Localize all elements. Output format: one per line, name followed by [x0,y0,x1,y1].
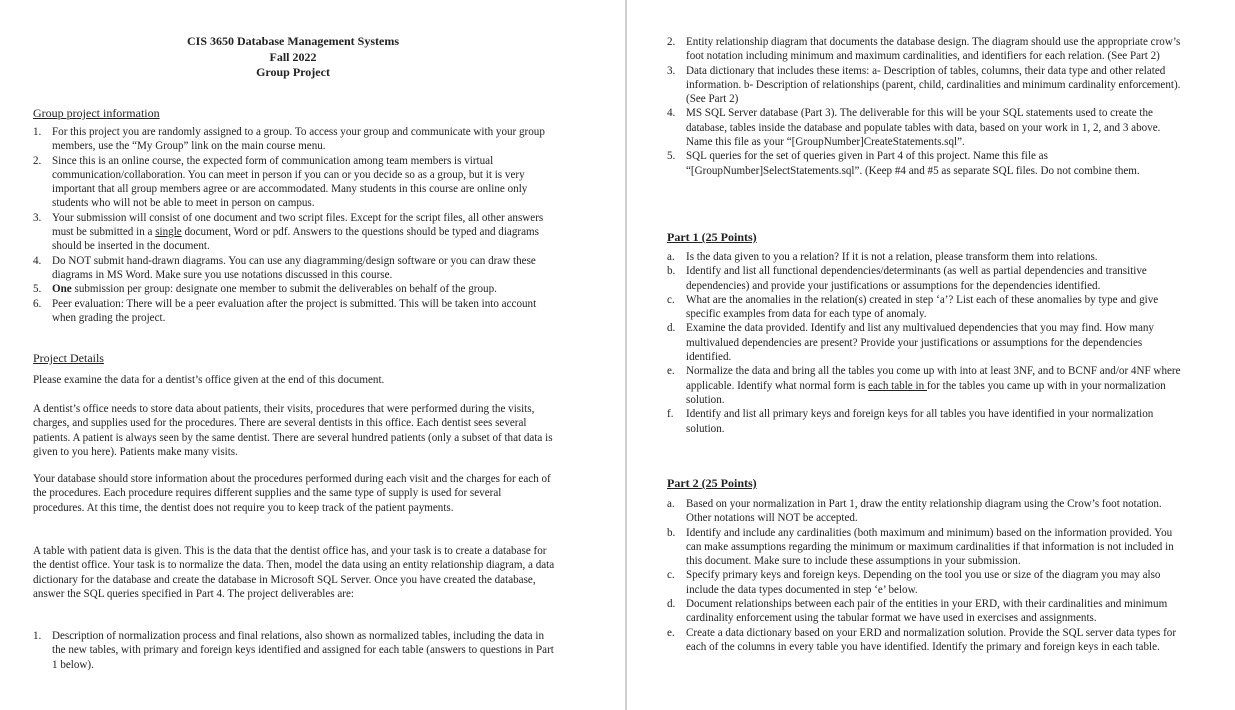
group-info-heading: Group project information [33,106,160,120]
page-divider [625,0,627,710]
list-item: 3. Data dictionary that includes these items: a- Description of tables, columns, their data type and other related information. b- Description of relationships (parent, child, cardinalities and minimum cardinality enforcement). (See Part 2) [667,64,1181,106]
list-item: 2. Since this is an online course, the expected form of communication among team members is virtual communication/collaboration. You can meet in person if you can or you decide so as a group, but it is very important that all group members agree or are accommodated. Many students in this course are online only students who will not be able to meet in person on campus. [33,154,528,210]
list-item: b. Identify and list all functional dependencies/determinants (as well as partial dependencies and transitive dependencies) and provide your justifications or assumptions for the dependencies identified. [667,265,1147,292]
document-title: Group Project [256,65,330,79]
paragraph: Please examine the data for a dentist’s office given at the end of this document. [33,374,385,386]
document-header [33,34,553,81]
list-item: 2. Entity relationship diagram that documents the database design. The diagram should use the appropriate crow’s foot notation including minimum and maximum cardinalities, and identifiers for each relation. (See Part 2) [667,36,1181,63]
list-item: a. Is the data given to you a relation? If it is not a relation, please transform them into relations. [667,251,1098,263]
part2-heading: Part 2 (25 Points) [667,476,757,490]
list-item: f. Identify and list all primary keys and foreign keys for all tables you have identified in your normalization solution. [667,408,1154,435]
part1-heading: Part 1 (25 Points) [667,230,757,244]
list-item: b. Identify and include any cardinalities (both maximum and minimum) based on the information provided. You can make assumptions regarding the minimum or maximum cardinalities if that information is not included in this document. Make sure to include these assumptions in your submission. [667,526,1174,568]
list-item: 1. For this project you are randomly assigned to a group. To access your group and communicate with your group members, use the “My Group” link on the main course menu. [33,126,545,153]
list-item: 1. Description of normalization process and final relations, also shown as normalized tables, including the data in the new tables, with primary and foreign keys identified and assigned for each table (answers to questions in Part 1 below). [33,630,554,671]
deliverables-list-continued [667,35,1187,178]
term: Fall 2022 [269,49,317,64]
part2-list [667,497,1187,654]
list-item: e. Create a data dictionary based on your ERD and normalization solution. Provide the SQL server data types for each of the columns in every table you have identified. Identify the primary and foreign keys in each table. [667,626,1177,653]
part1-list [667,250,1187,436]
list-item: c. Specify primary keys and foreign keys. Depending on the tool you use or size of the diagram you may also include the data types documented in step ‘e’ below. [667,569,1161,596]
list-item: a. Based on your normalization in Part 1, draw the entity relationship diagram using the Crow’s foot notation. Other notations will NOT be accepted. [667,498,1162,525]
list-item: 6. Peer evaluation: There will be a peer evaluation after the project is submitted. This will be taken into account when grading the project. [33,297,537,324]
paragraph: A table with patient data is given. This is the data that the dentist office has, and your task is to create a database for the dentist office. Your task is to normalize the data. Then, model the data using an entity relationship diagram, a data dictionary for the database and create the database in Microsoft SQL Server. Once you have created the database, answer the SQL queries specified in Part 4. The project deliverables are: [33,545,555,600]
list-item: 5. SQL queries for the set of queries given in Part 4 of this project. Name this file as “[GroupNumber]SelectStatements.sql”. (Keep #4 and #5 as separate SQL files. Do not combine them. [667,150,1140,177]
deliverables-list [33,629,555,672]
list-item: 4. Do NOT submit hand-drawn diagrams. You can use any diagramming/design software or you can draw these diagrams in MS Word. Make sure you use notations discussed in this course. [33,254,536,281]
list-item: d. Document relationships between each pair of the entities in your ERD, with their cardinalities and minimum cardinality enforcement using the tabular format we have used in exercises and assignments. [667,598,1168,625]
paragraph: A dentist’s office needs to store data about patients, their visits, procedures that were performed during the visits, charges, and supplies used for the procedures. There are several dentists in this office. Each dentist sees several patients. A patient is always seen by the same dentist. There are several hundred patients (only a subset of that data is given to you here). Patients make many visits. [33,403,553,458]
list-item: 4. MS SQL Server database (Part 3). The deliverable for this will be your SQL statements used to create the database, tables inside the database and populate tables with data, based on your work in 1, 2, and 3 above. Name this file as your “[GroupNumber]CreateStatements.sql”. [667,107,1161,149]
list-item: 3. Your submission will consist of one document and two script files. Except for the script files, all other answers must be submitted in a single document, Word or pdf. Answers to the questions should be typed and diagrams should be inserted in the document. [33,211,544,253]
list-item: d. Examine the data provided. Identify and list any multivalued dependencies that you may find. How many multivalued dependencies are present? Provide your justifications or assumptions for the dependencies identified. [667,322,1154,364]
list-item: c. What are the anomalies in the relation(s) created in step ‘a’? List each of these anomalies by type and give specific examples from data for each type of anomaly. [667,293,1159,321]
course-title: CIS 3650 Database Management Systems [187,34,399,48]
paragraph: Your database should store information about the procedures performed during each visit and the charges for each of the procedures. Each procedure requires different supplies and the same type of supply is used for several procedures. At this time, the dentist does not require you to keep track of the patient payments. [33,473,551,514]
list-item: e. Normalize the data and bring all the tables you come up with into at least 3NF, and to BCNF and/or 4NF where applicable. Identify what normal form is each table in for the tables you came up with in your normalization solution. [667,365,1181,406]
list-item: 5. One submission per group: designate one member to submit the deliverables on behalf of the group. [33,283,497,296]
right-page [629,0,1235,710]
group-info-list [33,125,555,325]
project-details-heading: Project Details [33,351,104,365]
